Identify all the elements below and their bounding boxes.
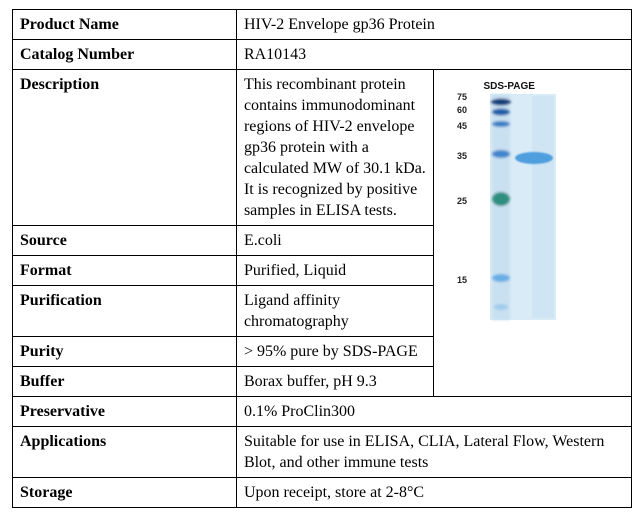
gel-background-shade bbox=[532, 96, 554, 318]
row-label-preservative: Preservative bbox=[13, 397, 237, 427]
mw-label: 75 bbox=[457, 92, 468, 102]
row-value-source: E.coli bbox=[236, 226, 434, 256]
table-row bbox=[13, 10, 632, 40]
row-label-purity: Purity bbox=[13, 337, 237, 367]
row-label-applications: Applications bbox=[13, 427, 237, 478]
marker-band-45 bbox=[492, 121, 510, 127]
row-value-purity: > 95% pure by SDS-PAGE bbox=[236, 337, 434, 367]
marker-band-15 bbox=[492, 274, 510, 282]
row-value-storage: Upon receipt, store at 2-8°C bbox=[236, 478, 631, 508]
table-row bbox=[13, 478, 632, 508]
table-row bbox=[13, 70, 632, 226]
marker-lane-smear bbox=[492, 94, 510, 320]
marker-band-faint bbox=[494, 304, 508, 310]
row-label-format: Format bbox=[13, 256, 237, 286]
mw-label: 25 bbox=[457, 196, 468, 206]
marker-band-60 bbox=[492, 109, 510, 116]
row-label-catalog-number: Catalog Number bbox=[13, 40, 237, 70]
row-value-description: This recombinant protein contains immunodominant regions of HIV-2 envelope gp36 protein with a calculated MW of 30.1 kDa. It is recognized by positive samples in ELISA tests. bbox=[236, 70, 434, 226]
mw-label: 15 bbox=[457, 275, 468, 285]
product-spec-table bbox=[12, 9, 632, 508]
sds-page-image-cell bbox=[434, 70, 632, 397]
row-value-buffer: Borax buffer, pH 9.3 bbox=[236, 367, 434, 397]
sds-page-gel-image bbox=[452, 92, 562, 322]
row-value-purification: Ligand affinity chromatography bbox=[236, 286, 434, 337]
row-value-applications: Suitable for use in ELISA, CLIA, Lateral Flow, Western Blot, and other immune tests bbox=[236, 427, 631, 478]
mw-label: 60 bbox=[457, 105, 468, 115]
mw-label: 35 bbox=[457, 151, 468, 161]
row-value-format: Purified, Liquid bbox=[236, 256, 434, 286]
marker-band-75 bbox=[491, 99, 511, 106]
table-row bbox=[13, 427, 632, 478]
marker-band-35 bbox=[492, 150, 510, 158]
row-label-buffer: Buffer bbox=[13, 367, 237, 397]
marker-lane bbox=[491, 94, 511, 320]
sample-band bbox=[515, 152, 553, 164]
row-label-source: Source bbox=[13, 226, 237, 256]
row-label-storage: Storage bbox=[13, 478, 237, 508]
row-label-product-name: Product Name bbox=[13, 10, 237, 40]
mw-label: 45 bbox=[457, 121, 468, 131]
gel-title: SDS-PAGE bbox=[483, 81, 535, 92]
row-label-description: Description bbox=[13, 70, 237, 226]
row-label-purification: Purification bbox=[13, 286, 237, 337]
table-row bbox=[13, 40, 632, 70]
sample-lane bbox=[515, 152, 553, 164]
row-value-product-name: HIV-2 Envelope gp36 Protein bbox=[236, 10, 631, 40]
row-value-preservative: 0.1% ProClin300 bbox=[236, 397, 631, 427]
row-value-catalog-number: RA10143 bbox=[236, 40, 631, 70]
table-row bbox=[13, 397, 632, 427]
marker-band-25 bbox=[492, 192, 510, 206]
